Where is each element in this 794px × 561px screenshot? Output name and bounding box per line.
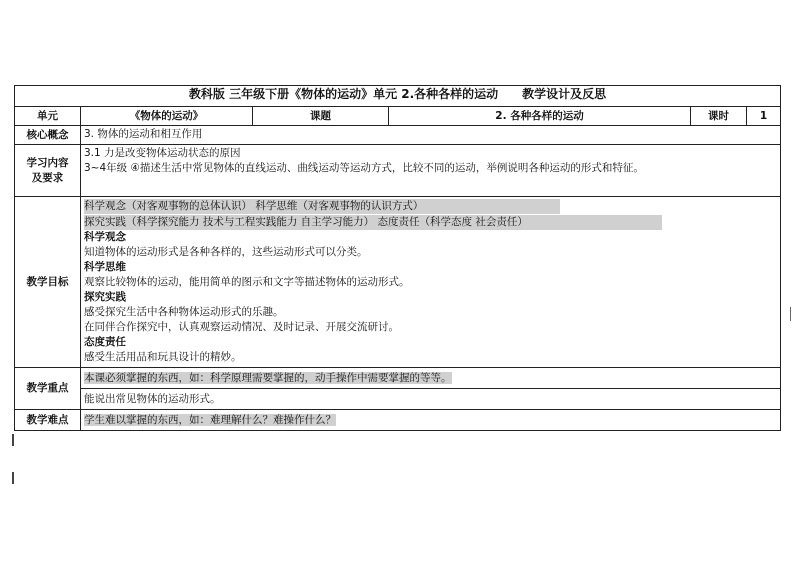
period-value: 1	[747, 107, 781, 126]
goal-heading-attitude: 态度责任	[84, 336, 126, 348]
page-margin-mark	[12, 472, 14, 484]
difficulties-row	[15, 410, 781, 431]
learning-label-line1: 学习内容	[26, 156, 69, 169]
topic-value: 2. 各种各样的运动	[389, 107, 691, 126]
key-points-row-1	[15, 368, 781, 389]
difficulties-label: 教学难点	[15, 410, 81, 431]
goal-heading-concept: 科学观念	[84, 231, 126, 243]
unit-label: 单元	[15, 107, 81, 126]
goal-text-attitude: 感受生活用品和玩具设计的精妙。	[84, 351, 242, 363]
goal-text-thinking: 观察比较物体的运动，能用简单的图示和文字等描述物体的运动形式。	[84, 276, 410, 288]
core-concept-value: 3. 物体的运动和相互作用	[81, 126, 781, 145]
page-margin-mark	[790, 307, 791, 321]
key-points-value: 能说出常见物体的运动形式。	[81, 389, 781, 410]
lesson-plan-table	[14, 85, 781, 431]
difficulties-hint-cell	[81, 410, 781, 431]
key-points-label: 教学重点	[15, 368, 81, 410]
document-title: 教科版 三年级下册《物体的运动》单元 2.各种各样的运动 教学设计及反思	[15, 86, 781, 107]
learning-content	[81, 145, 781, 197]
lesson-plan-document	[14, 85, 780, 431]
goals-label: 教学目标	[15, 197, 81, 368]
core-concept-row	[15, 126, 781, 145]
learning-requirement: 3~4年级 ④描述生活中常见物体的直线运动、曲线运动等运动方式，比较不同的运动，举例说明各种运动的形式和特征。	[84, 162, 644, 174]
unit-value: 《物体的运动》	[81, 107, 253, 126]
learning-label-line2: 及要求	[31, 171, 64, 184]
goals-content	[81, 197, 781, 368]
period-label: 课时	[691, 107, 747, 126]
page-margin-mark	[12, 434, 14, 446]
key-points-hint-cell	[81, 368, 781, 389]
goal-text-practice-1: 感受探究生活中各种物体运动形式的乐趣。	[84, 306, 284, 318]
key-points-row-2	[15, 389, 781, 410]
core-concept-label: 核心概念	[15, 126, 81, 145]
learning-row	[15, 145, 781, 197]
goals-banner-1: 科学观念（对客观事物的总体认识） 科学思维（对客观事物的认识方式）	[84, 199, 560, 214]
difficulties-hint: 学生难以掌握的东西，如：难理解什么？难操作什么？	[84, 413, 336, 426]
goal-text-concept: 知道物体的运动形式是各种各样的，这些运动形式可以分类。	[84, 246, 368, 258]
goals-banner-2: 探究实践（科学探究能力 技术与工程实践能力 自主学习能力） 态度责任（科学态度 社会责任）	[84, 215, 662, 230]
title-row	[15, 86, 781, 107]
goals-row	[15, 197, 781, 368]
key-points-hint: 本课必须掌握的东西，如：科学原理需要掌握的，动手操作中需要掌握的等等。	[84, 371, 452, 384]
goal-heading-thinking: 科学思维	[84, 261, 126, 273]
goal-text-practice-2: 在同伴合作探究中，认真观察运动情况、及时记录、开展交流研讨。	[84, 321, 399, 333]
goal-heading-practice: 探究实践	[84, 291, 126, 303]
header-row	[15, 107, 781, 126]
learning-label	[15, 145, 81, 197]
learning-standard: 3.1 力是改变物体运动状态的原因	[84, 147, 241, 159]
topic-label: 课题	[253, 107, 389, 126]
